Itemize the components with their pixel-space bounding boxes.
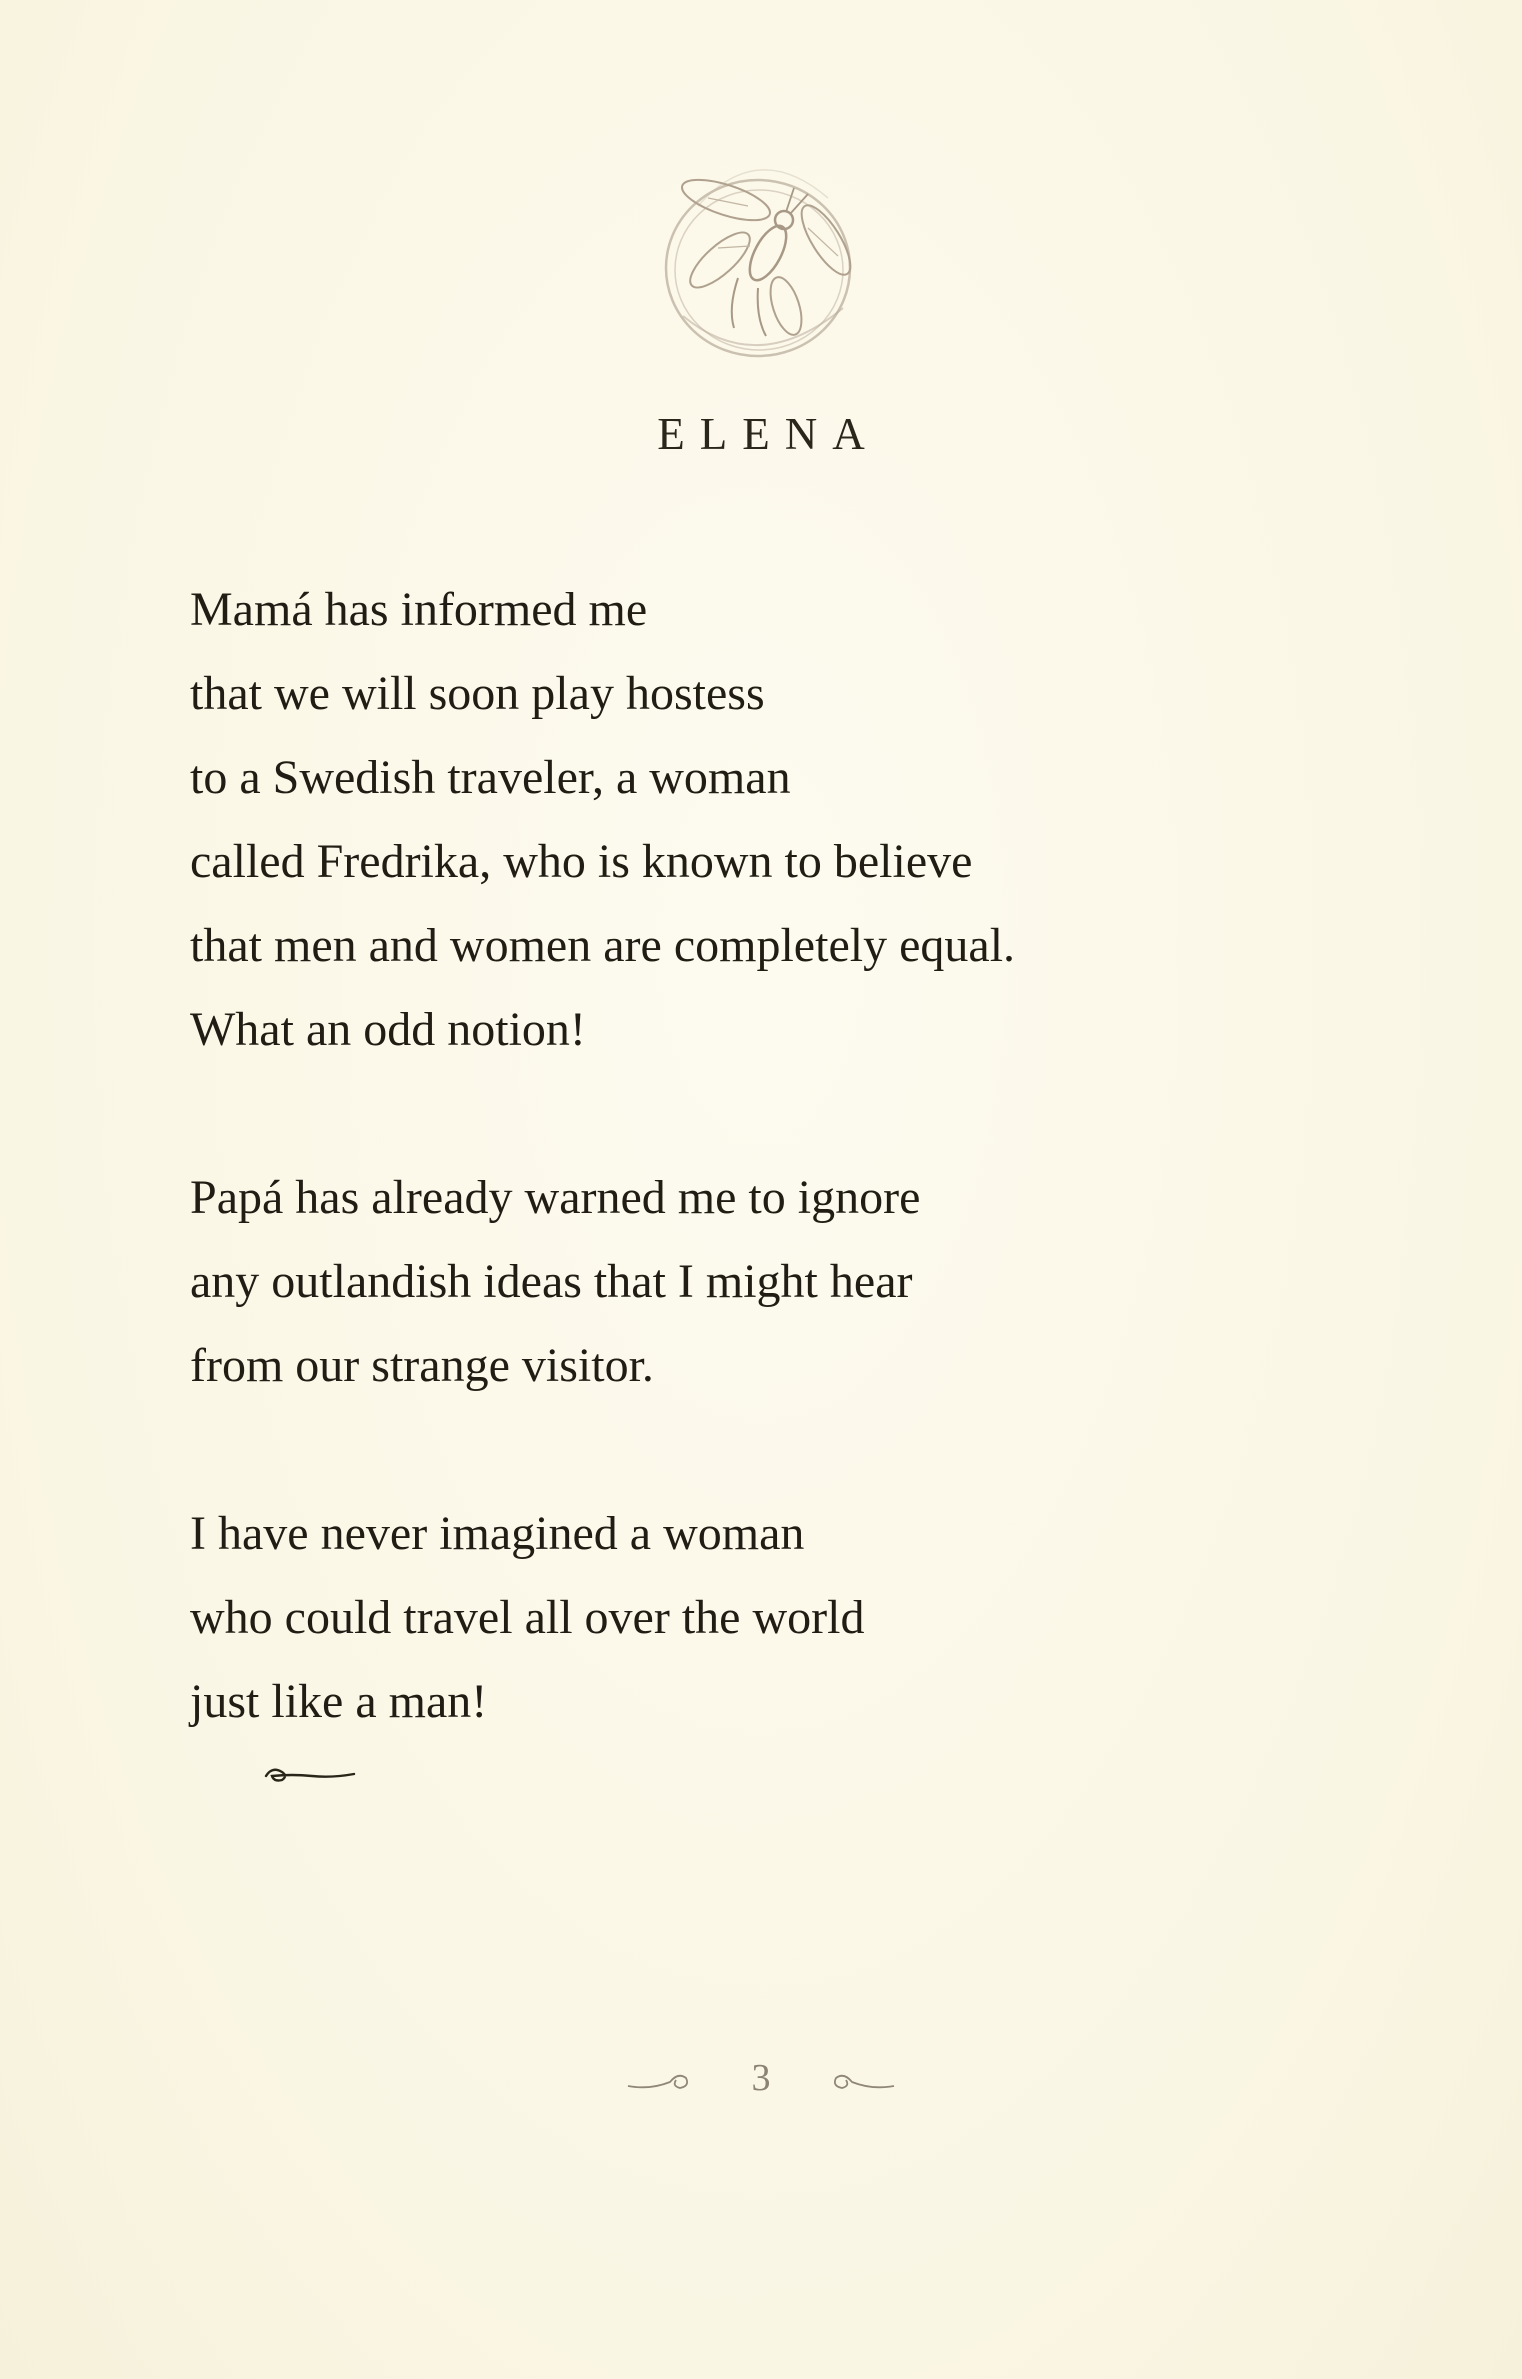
stanza-2 — [190, 1156, 1390, 1408]
poem-line: who could travel all over the world — [190, 1591, 865, 1644]
flourish-icon — [262, 1762, 358, 1788]
stanza-1 — [190, 568, 1390, 1072]
poem-line: any outlandish ideas that I might hear — [190, 1255, 913, 1308]
stanza-3 — [190, 1492, 1390, 1744]
poem-line: Mamá has informed me — [190, 583, 648, 636]
page-folio — [620, 2050, 902, 2110]
poem-line: I have never imagined a woman — [190, 1507, 805, 1560]
poem-line: from our strange visitor. — [190, 1339, 654, 1392]
page-number: 3 — [751, 2057, 771, 2099]
chapter-title: ELENA — [657, 409, 880, 459]
poem-line: that men and women are completely equal. — [190, 919, 1016, 972]
poem-line: just like a man! — [190, 1675, 488, 1728]
poem-line: What an odd notion! — [190, 1003, 586, 1056]
poem-body — [190, 568, 1390, 1828]
poem-line: called Fredrika, who is known to believe — [190, 835, 973, 888]
bee-emblem-icon — [638, 128, 884, 374]
poem-line: that we will soon play hostess — [190, 667, 765, 720]
poem-line: Papá has already warned me to ignore — [190, 1171, 921, 1224]
poem-line: to a Swedish traveler, a woman — [190, 751, 791, 804]
